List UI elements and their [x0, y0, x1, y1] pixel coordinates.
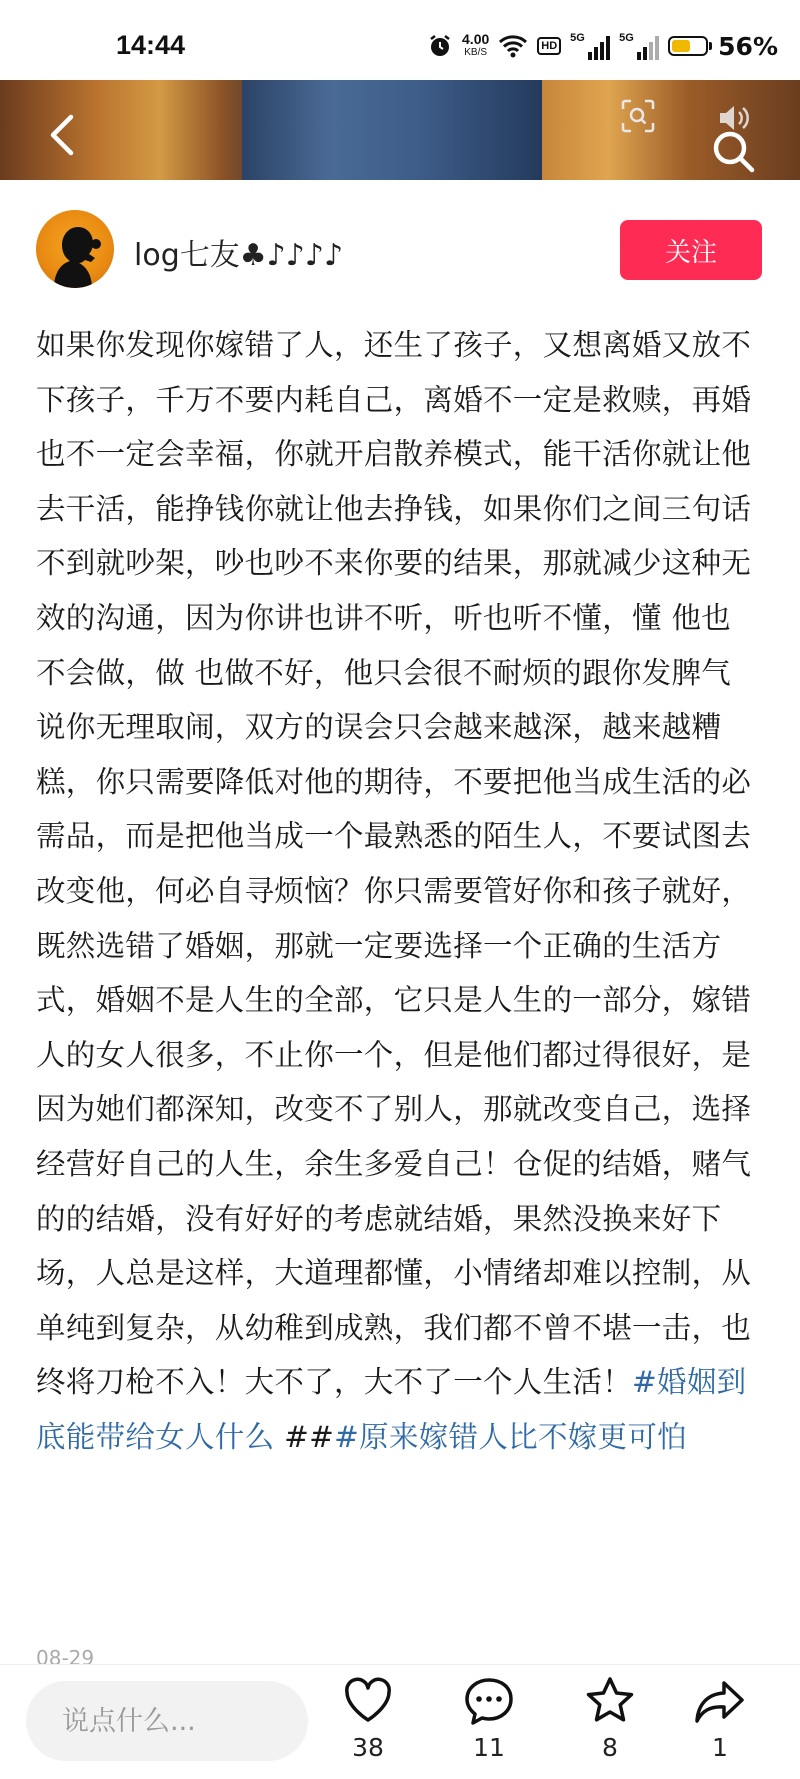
- comment-button[interactable]: [449, 1673, 529, 1762]
- author-name[interactable]: log七友♣♪♪♪♪: [134, 238, 344, 273]
- hd-voice-badge: HD: [537, 37, 561, 55]
- wifi-icon: [498, 34, 528, 58]
- network-speed-unit: KB/S: [464, 47, 488, 58]
- back-button[interactable]: [36, 110, 86, 160]
- status-icons: [427, 28, 778, 64]
- favorite-button[interactable]: [570, 1673, 650, 1762]
- network-speed: [462, 33, 489, 59]
- battery-icon: [668, 36, 708, 56]
- hashtag-link[interactable]: #原来嫁错人比不嫁更可怕: [334, 1419, 687, 1454]
- avatar[interactable]: [36, 210, 114, 288]
- bottom-action-bar: [0, 1664, 800, 1779]
- alarm-icon: [427, 33, 453, 59]
- comment-count: 11: [473, 1733, 505, 1762]
- network-speed-value: 4.00: [462, 31, 490, 47]
- post-image-strip[interactable]: [0, 80, 800, 180]
- search-icon: [709, 127, 759, 177]
- comment-input[interactable]: [26, 1681, 308, 1761]
- author-row: [0, 182, 800, 292]
- sim2-label: 5G: [619, 32, 634, 44]
- sim1-label: 5G: [570, 32, 585, 44]
- silhouette-avatar-image: [36, 210, 114, 288]
- heart-icon: [340, 1673, 396, 1729]
- share-count: 1: [712, 1733, 728, 1762]
- like-button[interactable]: [328, 1673, 408, 1762]
- star-icon: [582, 1673, 638, 1729]
- follow-button[interactable]: 关注: [620, 220, 762, 280]
- battery-percent: 56%: [718, 31, 778, 61]
- battery-indicator: [668, 32, 778, 61]
- photo-subject: [242, 80, 542, 180]
- signal-sim2-icon: [619, 32, 659, 60]
- signal-sim1-icon: [570, 32, 610, 60]
- share-arrow-icon: [692, 1673, 748, 1729]
- post-date: 08-29: [36, 1646, 95, 1664]
- search-button[interactable]: [706, 124, 762, 180]
- comment-bubble-icon: [461, 1673, 517, 1729]
- share-button[interactable]: [680, 1673, 760, 1762]
- status-bar: [0, 0, 800, 80]
- status-time: 14:44: [116, 30, 186, 60]
- hashtag-separator: ##: [274, 1419, 335, 1454]
- like-count: 38: [352, 1733, 384, 1762]
- favorite-count: 8: [602, 1733, 618, 1762]
- back-icon: [43, 111, 79, 159]
- scan-icon: [620, 98, 656, 134]
- hashtag-link[interactable]: #婚姻到底能带给女人什么: [36, 1365, 747, 1454]
- post-body: [36, 318, 758, 1464]
- image-search-button[interactable]: [618, 96, 658, 136]
- post-text: 如果你发现你嫁错了人，还生了孩子，又想离婚又放不下孩子，千万不要内耗自己，离婚不一定是救赎，再婚也不一定会幸福，你就开启散养模式，能干活你就让他去干活，能挣钱你就让他去挣钱，如果你们之间三句话不到就吵架，吵也吵不来你要的结果，那就减少这种无效的沟通，因为你讲也讲不听，听也听不懂，懂 他也不会做，做 也做不好，他只会很不耐烦的跟你发脾气说你无理取闹，双方的误会只会越来越深，越来越糟糕，你只需要降低对他的期待，不要把他当成生活的必需品，而是把他当成一个最熟悉的陌生人，不要试图去改变他，何必自寻烦恼？你只需要管好你和孩子就好，既然选错了婚姻，那就一定要选择一个正确的生活方式，婚姻不是人生的全部，它只是人生的一部分，嫁错人的女人很多，不止你一个，但是他们都过得很好，是因为她们都深知，改变不了别人，那就改变自己，选择经营好自己的人生，余生多爱自己！仓促的结婚，赌气的的结婚，没有好好的考虑就结婚，果然没换来好下场，人总是这样，大道理都懂，小情绪却难以控制，从单纯到复杂，从幼稚到成熟，我们都不曾不堪一击，也终将刀枪不入！大不了，大不了一个人生活！: [36, 328, 752, 1400]
